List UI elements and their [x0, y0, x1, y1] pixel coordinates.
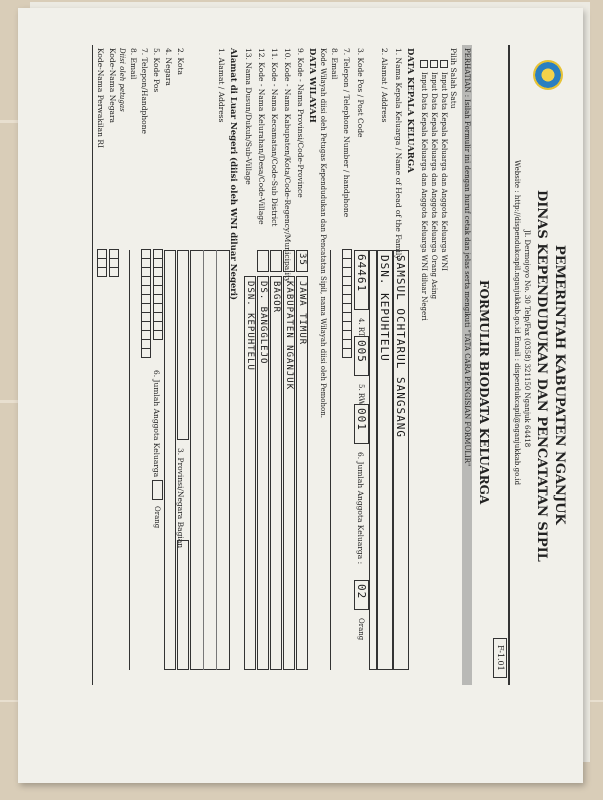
section-kepala: DATA KEPALA KELUARGA	[405, 48, 415, 173]
field2-label: 2. Alamat / Address	[380, 48, 389, 123]
option-label-3: Input Data Kepala Keluarga dan Anggota Keluarga WNI diluar Negeri	[420, 72, 428, 321]
wilayah-name-4[interactable]	[257, 276, 269, 670]
field6-label: 6. Jumlah Anggota Keluarga :	[356, 452, 365, 565]
ln-members-input[interactable]	[152, 480, 163, 500]
ln-field4-label: 4. Negara	[164, 48, 173, 86]
header-line1: PEMERINTAH KABUPATEN NGANJUK	[552, 245, 567, 525]
members-value: 02	[355, 584, 368, 600]
wilayah-name-value-1: JAWA TIMUR	[297, 281, 307, 346]
field1-input[interactable]	[393, 250, 409, 670]
postcode-value: 64461	[355, 254, 368, 293]
field2-input[interactable]	[377, 250, 393, 670]
form-code-box	[493, 638, 507, 678]
ln-phone-cells[interactable]	[141, 250, 151, 358]
kode-wilayah-note: Kode Wilayah diisi oleh Petugas Kependudukan dan Pencatatan Sipil, nama Wilayah diisi oleh Pemohon.	[319, 48, 327, 418]
field1-value: SAMSUL OCHTARUL SANGSANG	[394, 255, 407, 438]
ln-field5-label: 5. Kode Pos	[152, 48, 161, 93]
ln-members-unit: Orang	[153, 506, 161, 529]
option-label-1: Input Data Kepala Keluarga dan Anggota Keluarga WNI	[440, 72, 448, 271]
wilayah-name-2[interactable]	[283, 276, 295, 670]
option-checkbox-3[interactable]	[420, 60, 428, 68]
wilayah-label-5: 13. Nama Dusun/Dukuh/Sub-Village	[244, 48, 253, 185]
field7-label: 7. Telepon / Telephone Number / handphone	[342, 48, 351, 218]
petugas-note: Diisi oleh petugas	[118, 48, 126, 112]
rw-value: 001	[355, 408, 368, 431]
header-address: Jl. Dermojoyo No. 30 Telp/Fax (0358) 321150 Nganjuk 64418	[523, 230, 531, 448]
postcode-input[interactable]	[354, 250, 369, 310]
kode-negara-cells[interactable]	[109, 250, 119, 277]
ln-city-input[interactable]	[177, 250, 189, 440]
ln-field3-label: 3. Provinsi/Negara Bagian	[176, 448, 185, 549]
ln-field1-label: 1. Alamat / Address	[217, 48, 226, 123]
field3-label: 3. Kode Pos / Post Code	[356, 48, 365, 138]
wilayah-name-3[interactable]	[270, 276, 282, 670]
header-line2: DINAS KEPENDUDUKAN DAN PENCATATAN SIPIL	[534, 190, 549, 562]
regency-logo-icon	[533, 60, 563, 90]
wilayah-name-value-2: KABUPATEN NGANJUK	[284, 281, 294, 391]
section-luar-negeri: Alamat di Luar Negeri (diisi oleh WNI diluar Negeri)	[228, 48, 238, 301]
wilayah-code-4[interactable]	[257, 250, 269, 272]
option-checkbox-2[interactable]	[430, 60, 438, 68]
rt-value: 005	[355, 340, 368, 363]
ln-address-line	[203, 250, 204, 670]
field2-value: DSN. KEPUHTELU	[378, 255, 391, 362]
wilayah-label-1: 9. Kode - Nama Provinsi/Code-Province	[296, 48, 305, 198]
members-input[interactable]	[354, 580, 369, 610]
wilayah-code-2[interactable]	[283, 250, 295, 272]
option-label-2: Input Data Kepala Keluarga dan Anggota Keluarga Orang Asing	[430, 72, 438, 300]
ln-email-line[interactable]	[129, 250, 130, 670]
members-unit: Orang	[357, 618, 365, 641]
wilayah-name-value-4: DS. BANGGLEJO	[258, 281, 268, 365]
ln-field2-label: 2. Kota	[176, 48, 185, 75]
header-website: Website : http://dispendukcapil.nganjukkab.go.id Email : dispendukcapil@nganjukkab.go.id	[513, 160, 521, 486]
wilayah-code-3[interactable]	[270, 250, 282, 272]
form-page	[45, 40, 575, 740]
section-wilayah: DATA WILAYAH	[307, 48, 317, 123]
form-code: F-1.01	[496, 645, 505, 671]
ln-field6-label: 6. Jumlah Anggota Keluarga	[152, 370, 161, 478]
header-rule	[508, 45, 510, 685]
ln-country-input[interactable]	[164, 250, 176, 670]
form-bottom-rule	[92, 45, 93, 685]
wilayah-label-3: 11. Kode - Nama Kecamatan/Code-Sub District	[270, 48, 279, 227]
wilayah-name-5[interactable]	[244, 276, 256, 670]
field8-label: 8. Email	[330, 48, 339, 80]
ln-address-box[interactable]	[190, 250, 230, 670]
ln-field8-label: 8. Email	[129, 48, 138, 80]
phone-cells[interactable]	[342, 250, 352, 358]
wilayah-label-4: 12. Kode - Nama Kelurahan/Desa/Code-Village	[257, 48, 266, 225]
field2-extra-line	[369, 250, 377, 670]
kode-negara-label: Kode-Nama Negara	[108, 48, 117, 124]
wilayah-code-1[interactable]	[296, 250, 308, 272]
wilayah-name-1[interactable]	[296, 276, 308, 670]
kode-perwakilan-label: Kode-Nama Perwakilan RI	[96, 48, 105, 148]
rw-label: 5. RW	[357, 384, 365, 406]
ln-field7-label: 7. Telepon/Handphone	[140, 48, 149, 134]
field1-label: 1. Nama Kepala Keluarga / Name of Head of the Family	[394, 48, 403, 260]
wilayah-label-2: 10. Kode - Nama Kabupaten/Kota/Code-Regency/Municipality	[283, 48, 292, 283]
rt-input[interactable]	[354, 336, 369, 376]
email-line[interactable]	[330, 250, 331, 670]
wilayah-code-value-1: 35	[297, 253, 307, 266]
option-checkbox-1[interactable]	[440, 60, 448, 68]
options-label: Pilih Salah Satu	[449, 48, 458, 109]
rt-label: 4. RT	[357, 318, 365, 337]
kode-perwakilan-cells[interactable]	[97, 250, 107, 277]
ln-province-input[interactable]	[177, 540, 189, 670]
wilayah-name-value-5: DSN. KEPUHTELU	[245, 281, 255, 371]
notice-text: PERHATIAN : Isilah Formulir ini dengan huruf cetak dan jelas serta mengikuti "TATA CARA PENGISIAN FORMULIR"	[463, 48, 471, 467]
rw-input[interactable]	[354, 404, 369, 444]
ln-address-line	[216, 250, 217, 670]
ln-postcode-cells[interactable]	[153, 250, 163, 340]
wilayah-name-value-3: BAGOR	[271, 281, 281, 314]
form-title: FORMULIR BIODATA KELUARGA	[477, 280, 491, 505]
